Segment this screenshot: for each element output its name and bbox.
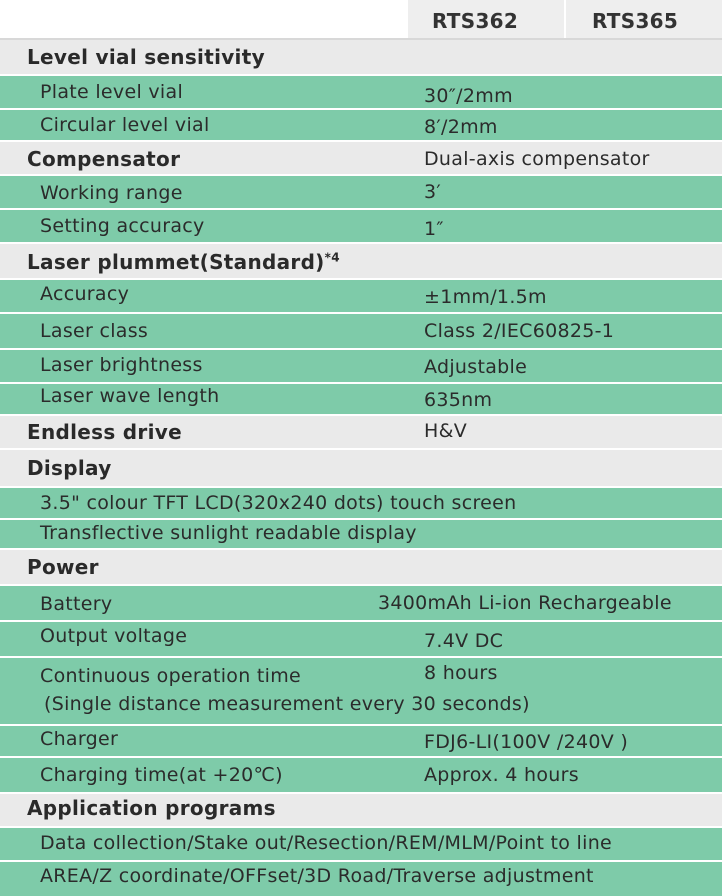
section-title: Power	[27, 555, 99, 579]
model-rts362: RTS362	[432, 9, 519, 33]
row-value: Class 2/IEC60825-1	[424, 320, 615, 342]
row-charger	[0, 726, 722, 758]
model-rts365: RTS365	[592, 9, 679, 33]
row-value: 8 hours	[424, 662, 498, 684]
row-value: 3′	[424, 181, 442, 203]
section-display	[0, 450, 722, 488]
row-label: Charger	[40, 728, 119, 750]
row-label: Charging time(at +20℃)	[40, 764, 283, 786]
row-apps-line-1	[0, 828, 722, 862]
footnote-mark: *4	[324, 250, 340, 265]
section-title: Endless drive	[27, 420, 182, 444]
row-label: Laser class	[40, 320, 149, 342]
row-label: Output voltage	[40, 625, 188, 647]
row-label: Accuracy	[40, 283, 130, 305]
row-working-range	[0, 176, 722, 210]
section-endless-drive	[0, 416, 722, 450]
row-value: Approx. 4 hours	[424, 764, 579, 786]
row-battery	[0, 586, 722, 622]
row-value: H&V	[424, 420, 468, 442]
section-level-vial	[0, 40, 722, 76]
row-text: Transflective sunlight readable display	[40, 522, 417, 544]
row-label: Continuous operation time	[40, 665, 302, 687]
row-apps-line-2	[0, 862, 722, 896]
row-setting-accuracy	[0, 210, 722, 244]
row-value: 8′/2mm	[424, 116, 498, 138]
section-title: Application programs	[27, 796, 276, 820]
row-text: AREA/Z coordinate/OFFset/3D Road/Traverse adjustment	[40, 865, 594, 887]
row-label: Working range	[40, 182, 183, 204]
row-text: 3.5" colour TFT LCD(320x240 dots) touch screen	[40, 492, 517, 514]
row-text: Data collection/Stake out/Resection/REM/MLM/Point to line	[40, 832, 613, 854]
header-row	[0, 0, 722, 40]
section-compensator	[0, 142, 722, 176]
row-display-readable	[0, 520, 722, 550]
row-value: Adjustable	[424, 356, 528, 378]
row-value: 30″/2mm	[424, 85, 513, 107]
row-laser-brightness	[0, 350, 722, 384]
row-plate-level-vial	[0, 76, 722, 110]
row-label: Battery	[40, 593, 113, 615]
row-display-screen	[0, 488, 722, 520]
row-label: Laser brightness	[40, 354, 203, 376]
row-value: 7.4V DC	[424, 630, 504, 652]
row-value: FDJ6-LI(100V /240V )	[424, 731, 629, 753]
row-laser-wave-length	[0, 384, 722, 416]
section-title: Display	[27, 456, 112, 480]
row-label: Plate level vial	[40, 81, 184, 103]
row-accuracy	[0, 280, 722, 314]
row-circular-level-vial	[0, 110, 722, 142]
section-title-text: Laser plummet(Standard)	[27, 250, 325, 274]
section-title	[27, 250, 340, 274]
row-value: Dual-axis compensator	[424, 148, 650, 170]
section-power	[0, 550, 722, 586]
row-charging-time	[0, 758, 722, 794]
row-label: Circular level vial	[40, 114, 210, 136]
section-application-programs	[0, 794, 722, 828]
row-value: 635nm	[424, 389, 493, 411]
row-value: ±1mm/1.5m	[424, 286, 547, 308]
row-label: Laser wave length	[40, 385, 220, 407]
row-note: (Single distance measurement every 30 seconds)	[44, 693, 530, 715]
section-laser-plummet	[0, 244, 722, 280]
section-title: Compensator	[27, 147, 181, 171]
row-value: 3400mAh Li-ion Rechargeable	[378, 592, 672, 614]
section-title: Level vial sensitivity	[27, 45, 265, 69]
row-label: Setting accuracy	[40, 215, 205, 237]
row-continuous-operation	[0, 658, 722, 726]
row-output-voltage	[0, 622, 722, 658]
row-laser-class	[0, 314, 722, 350]
row-value: 1″	[424, 218, 444, 240]
